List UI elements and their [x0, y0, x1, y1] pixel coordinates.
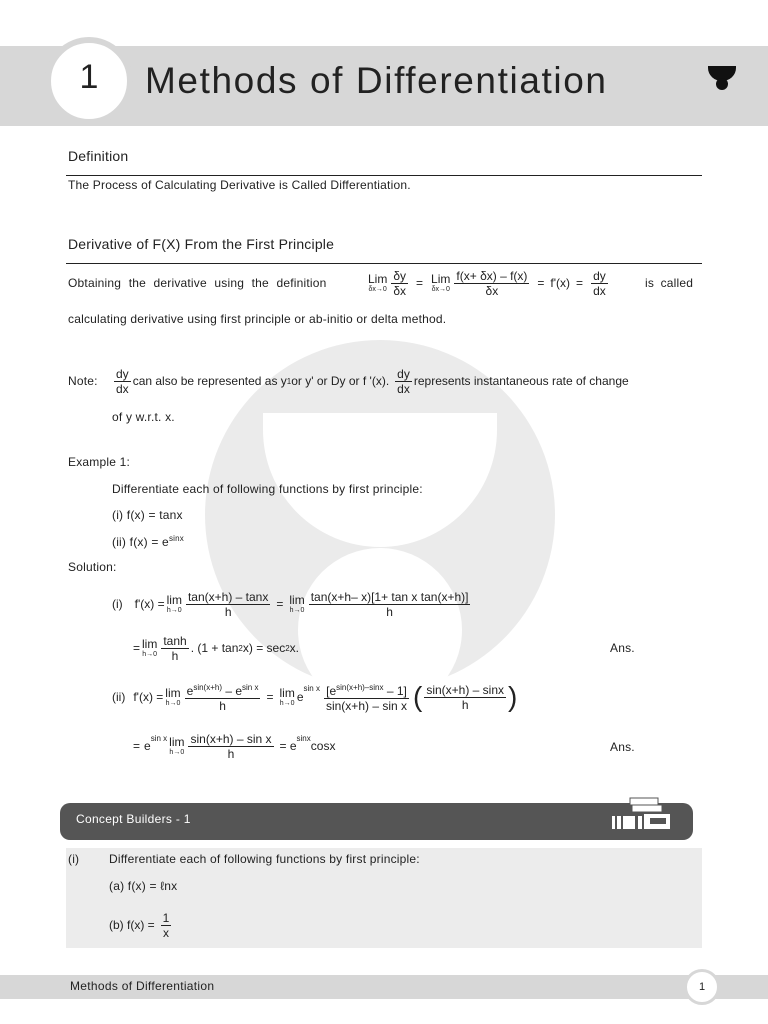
solution-ii-line-2: = e $^{sin x}$ lim h→0 $\frac{\text{sin(x+h) – sin x}}{h}$ = e $^{sinx}$ cosx [133, 731, 336, 761]
question-part-a: (a) f(x) = ℓnx [109, 879, 178, 893]
solution-label: Solution: [68, 560, 117, 574]
note-line-1: $\frac{dy}{dx}$ can also be represented as y 1 or y' or Dy or f '(x). $\frac{dy}{dx}$ represents instantaneous rate of change [116, 366, 629, 396]
definition-line-prefix: Obtaining the derivative using the definition [68, 276, 327, 290]
page-number: 1 [684, 969, 720, 1005]
example-instruction: Differentiate each of following functions by first principle: [112, 482, 423, 496]
first-principle-formula: Lim δx→0 $\frac{\delta y}{\delta x}$ = Lim δx→0 $\frac{f(x+ \delta x) - f(x)}{\delta x}$ = f'(x) = $\frac{dy}{dx}$ [368, 268, 606, 298]
question-text: Differentiate each of following functions by first principle: [109, 852, 420, 866]
answer-label: Ans. [610, 740, 635, 754]
solution-i-line-2: = lim h→0 $\frac{\tanh}{h}$ . (1 + tan 2 x) = sec 2 x. [133, 633, 300, 663]
note-line-2: of y w.r.t. x. [112, 410, 175, 424]
example-label: Example 1: [68, 455, 131, 469]
dy-dx-fraction: $\frac{dy}{dx}$ [397, 366, 410, 396]
brand-logo-icon [707, 64, 737, 90]
limit-operator: lim h→0 [169, 735, 185, 756]
page-title: Methods of Differentiation [145, 60, 608, 101]
first-principle-heading: Derivative of F(X) From the First Principle [68, 236, 335, 252]
books-icon [610, 796, 674, 832]
footer-title: Methods of Differentiation [70, 979, 215, 993]
question-label: (i) [68, 852, 80, 866]
dy-dx-fraction: $\frac{\delta y}{\delta x}$ [393, 268, 407, 298]
note-label: Note: [68, 374, 98, 388]
chapter-number: 1 [79, 58, 99, 96]
question-part-b: (b) f(x) = $\frac{1}{x}$ [109, 910, 170, 940]
solution-i-line-1: (i) f'(x) = lim h→0 $\frac{\tan(x+h) - \tan x}{h}$ = lim h→0 $\frac{\text{tan(x+h– x)[1+ tan x tan(x+h)]}}{h}$ [112, 589, 469, 619]
dy-dx-fraction: $\frac{dy}{dx}$ [593, 268, 606, 298]
limit-operator: lim h→0 [165, 686, 181, 707]
definition-line-suffix: is called [645, 276, 694, 290]
limit-operator: Lim δx→0 [431, 272, 451, 293]
answer-label: Ans. [610, 641, 635, 655]
definition-heading: Definition [68, 148, 129, 164]
limit-operator: lim h→0 [289, 593, 305, 614]
divider [66, 263, 702, 264]
divider [66, 175, 702, 176]
limit-operator: lim h→0 [142, 637, 158, 658]
solution-ii-line-1: (ii) f'(x) = lim h→0 $\frac{e^{sin(x+h)} - e^{sin x}}{h}$ = lim h→0 e $^{sin x}$ $\frac{[e^{sin(x+h)-sinx} - 1]}{\text{sin(x+h) – sin x}}$ ( $\frac{\sin(x+h) - \sin x}{h}$ ) [112, 681, 518, 713]
limit-operator: lim h→0 [166, 593, 182, 614]
limit-operator: Lim δx→0 [368, 272, 388, 293]
definition-text: The Process of Calculating Derivative is Called Differentiation. [68, 178, 411, 192]
limit-operator: lim h→0 [279, 686, 295, 707]
example-item-1: (i) f(x) = tanx [112, 508, 183, 522]
example-item-2: (ii) $f(x) = e^{sinx}$ [112, 534, 184, 549]
definition-line-2: calculating derivative using first principle or ab-initio or delta method. [68, 312, 447, 326]
dy-dx-fraction: $\frac{dy}{dx}$ [116, 366, 129, 396]
difference-quotient: $\frac{f(x+ \delta x) - f(x)}{\delta x}$ [456, 268, 528, 298]
concept-builders-label: Concept Builders - 1 [76, 812, 191, 826]
